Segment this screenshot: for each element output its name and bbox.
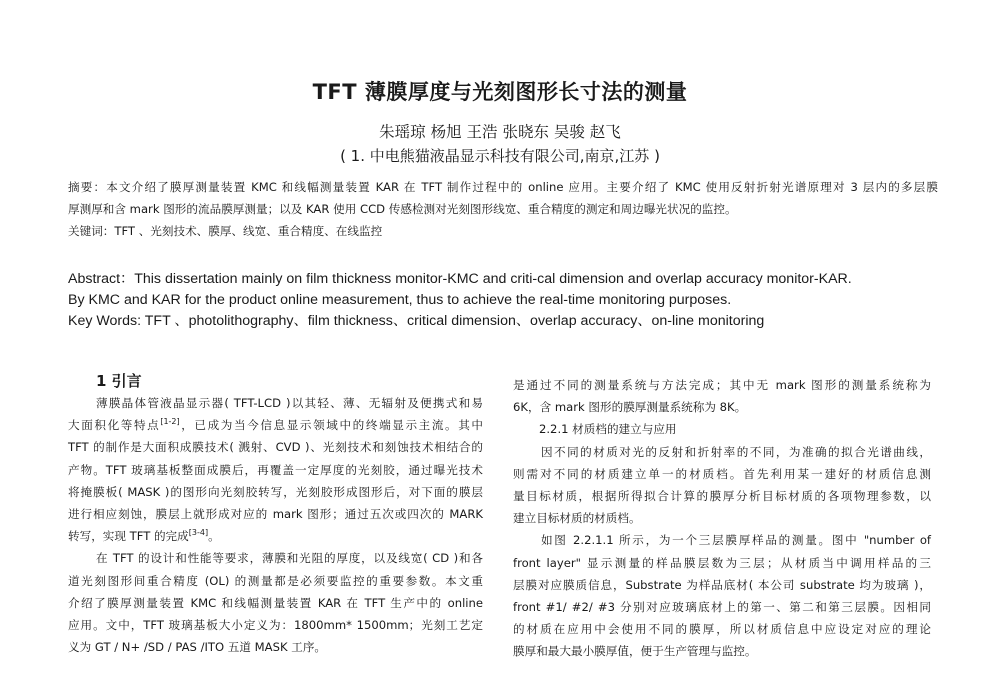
body-line: 应用。文中，TFT 玻璃基板大小定义为：1800mm* 1500mm；光刻工艺定 [68, 618, 483, 633]
body-line: 因不同的材质对光的反射和折射率的不同，为准确的拟合光谱曲线， [541, 444, 931, 459]
affiliation: ( 1. 中电熊猫液晶显示科技有限公司,南京,江苏 ) [340, 147, 660, 165]
section-heading: 1 引言 [96, 372, 142, 390]
paper-title: TFT 薄膜厚度与光刻图形长寸法的测量 [312, 80, 688, 104]
citation: [3-4] [188, 528, 209, 538]
body-line: front layer" 显示测量的样品膜层数为三层；从材质当中调用样品的三 [513, 555, 931, 570]
body-line: 在 TFT 的设计和性能等要求，薄膜和光阻的厚度，以及线宽( CD )和各 [96, 551, 483, 566]
body-line: 如图 2.2.1.1 所示，为一个三层膜厚样品的测量。图中 "number of [541, 533, 931, 548]
left-column [68, 370, 483, 658]
en-abstract-line: By KMC and KAR for the product online measurement, thus to achieve the real-time monitoring purposes. [68, 292, 732, 308]
body-line: 建立目标材质的材质档。 [513, 511, 641, 526]
body-line: 膜厚和最大最小膜厚值，便于生产管理与监控。 [513, 644, 757, 659]
body-line: 大面积化等特点[1-2]，已成为当今信息显示领域中的终端显示主流。其中 [68, 417, 483, 433]
body-line: 进行相应刻蚀，膜层上就形成对应的 mark 图形；通过五次或四次的 MARK [68, 507, 483, 522]
citation: [1-2] [160, 417, 180, 427]
cn-abstract [68, 176, 938, 242]
body-line: 是通过不同的测量系统与方法完成；其中无 mark 图形的测量系统称为 [513, 378, 931, 392]
body-line: front #1/ #2/ #3 分别对应玻璃底材上的第一、第二和第三层膜。因相同 [513, 600, 931, 615]
body-line: 介绍了膜厚测量装置 KMC 和线幅测量装置 KAR 在 TFT 生产中的 online [68, 595, 483, 610]
body-line: 转写，实现 TFT 的完成[3-4]。 [68, 528, 220, 544]
en-keywords: Key Words: TFT 、photolithography、film thickness、critical dimension、overlap accuracy、on-line monitoring [68, 313, 765, 329]
body-line: TFT 的制作是大面积成膜技术( 溅射、CVD )、光刻技术和刻蚀技术相结合的 [68, 440, 483, 455]
body-line: 量目标材质，根据所得拟合计算的膜厚分析目标材质的各项物理参数，以 [513, 489, 931, 504]
body-line: 薄膜晶体管液晶显示器( TFT-LCD )以其轻、薄、无辐射及便携式和易 [96, 396, 483, 410]
body-line: 6K，含 mark 图形的膜厚测量系统称为 8K。 [513, 400, 747, 415]
body-line: 产物。TFT 玻璃基板整面成膜后，再覆盖一定厚度的光刻胶，通过曝光技术 [68, 462, 483, 477]
subsection-heading: 2.2.1 材质档的建立与应用 [539, 422, 677, 437]
en-abstract-line: Abstract：This dissertation mainly on film thickness monitor-KMC and criti-cal dimension and overlap accuracy monitor-KAR. [68, 271, 852, 287]
body-line: 道光刻图形间重合精度 (OL) 的测量都是必须要监控的重要参数。本文重 [68, 573, 483, 588]
body-line: 将掩膜板( MASK )的图形向光刻胶转写，光刻胶形成图形后，对下面的膜层 [68, 484, 483, 499]
body-line: 的材质在应用中会使用不同的膜厚，所以材质信息中应设定对应的理论 [513, 622, 931, 637]
right-column [513, 374, 931, 663]
en-abstract [68, 269, 948, 332]
cn-abstract-line: 摘要：本文介绍了膜厚测量装置 KMC 和线幅测量装置 KAR 在 TFT 制作过程中的 online 应用。主要介绍了 KMC 使用反射折射光谱原理对 3 层内的多层膜 [68, 180, 938, 194]
author-list: 朱瑶琼 杨旭 王浩 张晓东 吴骏 赵飞 [379, 123, 621, 141]
body-line: 则需对不同的材质建立单一的材质档。首先利用某一建好的材质信息测 [513, 466, 931, 481]
cn-keywords: 关键词：TFT 、光刻技术、膜厚、线宽、重合精度、在线监控 [68, 224, 383, 238]
body-line: 层膜对应膜质信息，Substrate 为样品底材( 本公司 substrate 均为玻璃 )， [513, 577, 931, 592]
body-line: 义为 GT / N+ /SD / PAS /ITO 五道 MASK 工序。 [68, 640, 327, 655]
cn-abstract-line: 厚测厚和含 mark 图形的流品膜厚测量；以及 KAR 使用 CCD 传感检测对光刻图形线宽、重合精度的测定和周边曝光状况的监控。 [68, 202, 737, 216]
